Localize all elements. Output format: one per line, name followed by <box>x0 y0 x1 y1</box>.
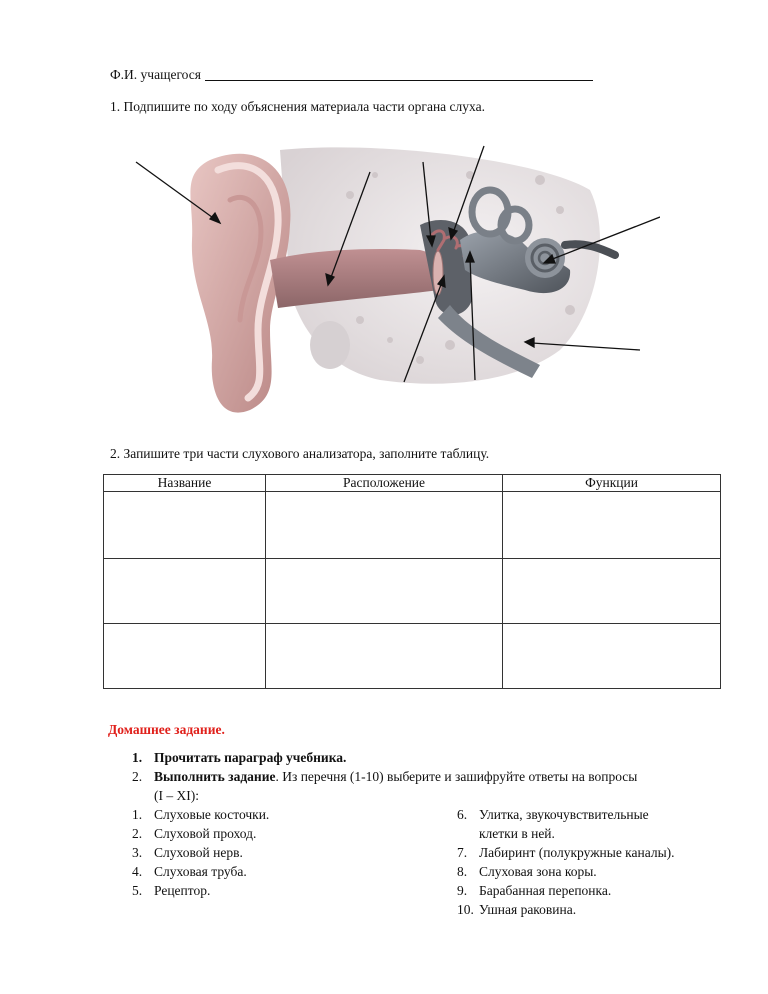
table-cell[interactable] <box>503 624 721 689</box>
table-cell[interactable] <box>266 624 503 689</box>
list-item <box>132 863 247 881</box>
table-cell[interactable] <box>503 492 721 559</box>
list-item <box>457 882 611 900</box>
homework-title: Домашнее задание. <box>108 722 225 737</box>
instruction-bold: Прочитать параграф учебника. <box>154 750 347 765</box>
option-number: 3. <box>132 845 143 860</box>
table-cell[interactable] <box>503 559 721 624</box>
instruction-number: 1. <box>132 750 143 765</box>
table-header-row <box>104 475 721 492</box>
student-name-blank[interactable] <box>205 66 593 81</box>
header-functions: Функции <box>503 475 721 492</box>
option-number: 6. <box>457 807 468 822</box>
student-label: Ф.И. учащегося <box>110 67 201 82</box>
option-number: 4. <box>132 864 143 879</box>
option-number: 2. <box>132 826 143 841</box>
list-item <box>132 844 243 862</box>
option-text: Барабанная перепонка. <box>479 883 612 898</box>
table-row <box>104 559 721 624</box>
task-1-text: 1. Подпишите по ходу объяснения материала части органа слуха. <box>110 99 485 114</box>
instruction-number: 2. <box>132 769 143 784</box>
header-name: Название <box>104 475 266 492</box>
option-text: Слуховой проход. <box>154 826 257 841</box>
instruction-rest: . Из перечня (1-10) выберите и зашифруйте ответы на вопросы <box>275 769 638 784</box>
eardrum <box>433 251 443 295</box>
cochlea <box>525 238 565 278</box>
earlobe-shadow <box>310 321 350 369</box>
list-item <box>457 844 675 862</box>
list-item <box>457 901 576 919</box>
student-name-line <box>110 66 593 84</box>
analyzer-table <box>103 474 721 689</box>
instruction-1 <box>132 749 346 767</box>
table-row <box>104 624 721 689</box>
table-cell[interactable] <box>104 624 266 689</box>
table-cell[interactable] <box>104 492 266 559</box>
list-item <box>132 825 256 843</box>
option-text: Слуховой нерв. <box>154 845 243 860</box>
list-item <box>457 806 649 824</box>
header-location: Расположение <box>266 475 503 492</box>
option-text: Слуховая труба. <box>154 864 247 879</box>
list-item <box>132 882 210 900</box>
option-text: Рецептор. <box>154 883 211 898</box>
list-item <box>132 806 269 824</box>
table-cell[interactable] <box>266 559 503 624</box>
option-number: 10. <box>457 902 474 917</box>
option-number: 9. <box>457 883 468 898</box>
table-cell[interactable] <box>266 492 503 559</box>
option-text: Улитка, звукочувствительные <box>479 807 649 822</box>
option-text: Ушная раковина. <box>479 902 577 917</box>
option-text: Слуховая зона коры. <box>479 864 597 879</box>
option-text: Лабиринт (полукружные каналы). <box>479 845 675 860</box>
instruction-bold: Выполнить задание <box>154 769 276 784</box>
instruction-2 <box>132 768 637 786</box>
table-row <box>104 492 721 559</box>
option-number: 5. <box>132 883 143 898</box>
table-cell[interactable] <box>104 559 266 624</box>
list-item <box>457 863 597 881</box>
option-number: 1. <box>132 807 143 822</box>
option-number: 7. <box>457 845 468 860</box>
ear-anatomy-figure <box>120 130 660 430</box>
option-number: 8. <box>457 864 468 879</box>
option-text: Слуховые косточки. <box>154 807 270 822</box>
option-text-continued: клетки в ней. <box>479 826 555 841</box>
task-2-text: 2. Запишите три части слухового анализатора, заполните таблицу. <box>110 446 490 461</box>
instruction-2-continued: (I – XI): <box>154 788 199 803</box>
